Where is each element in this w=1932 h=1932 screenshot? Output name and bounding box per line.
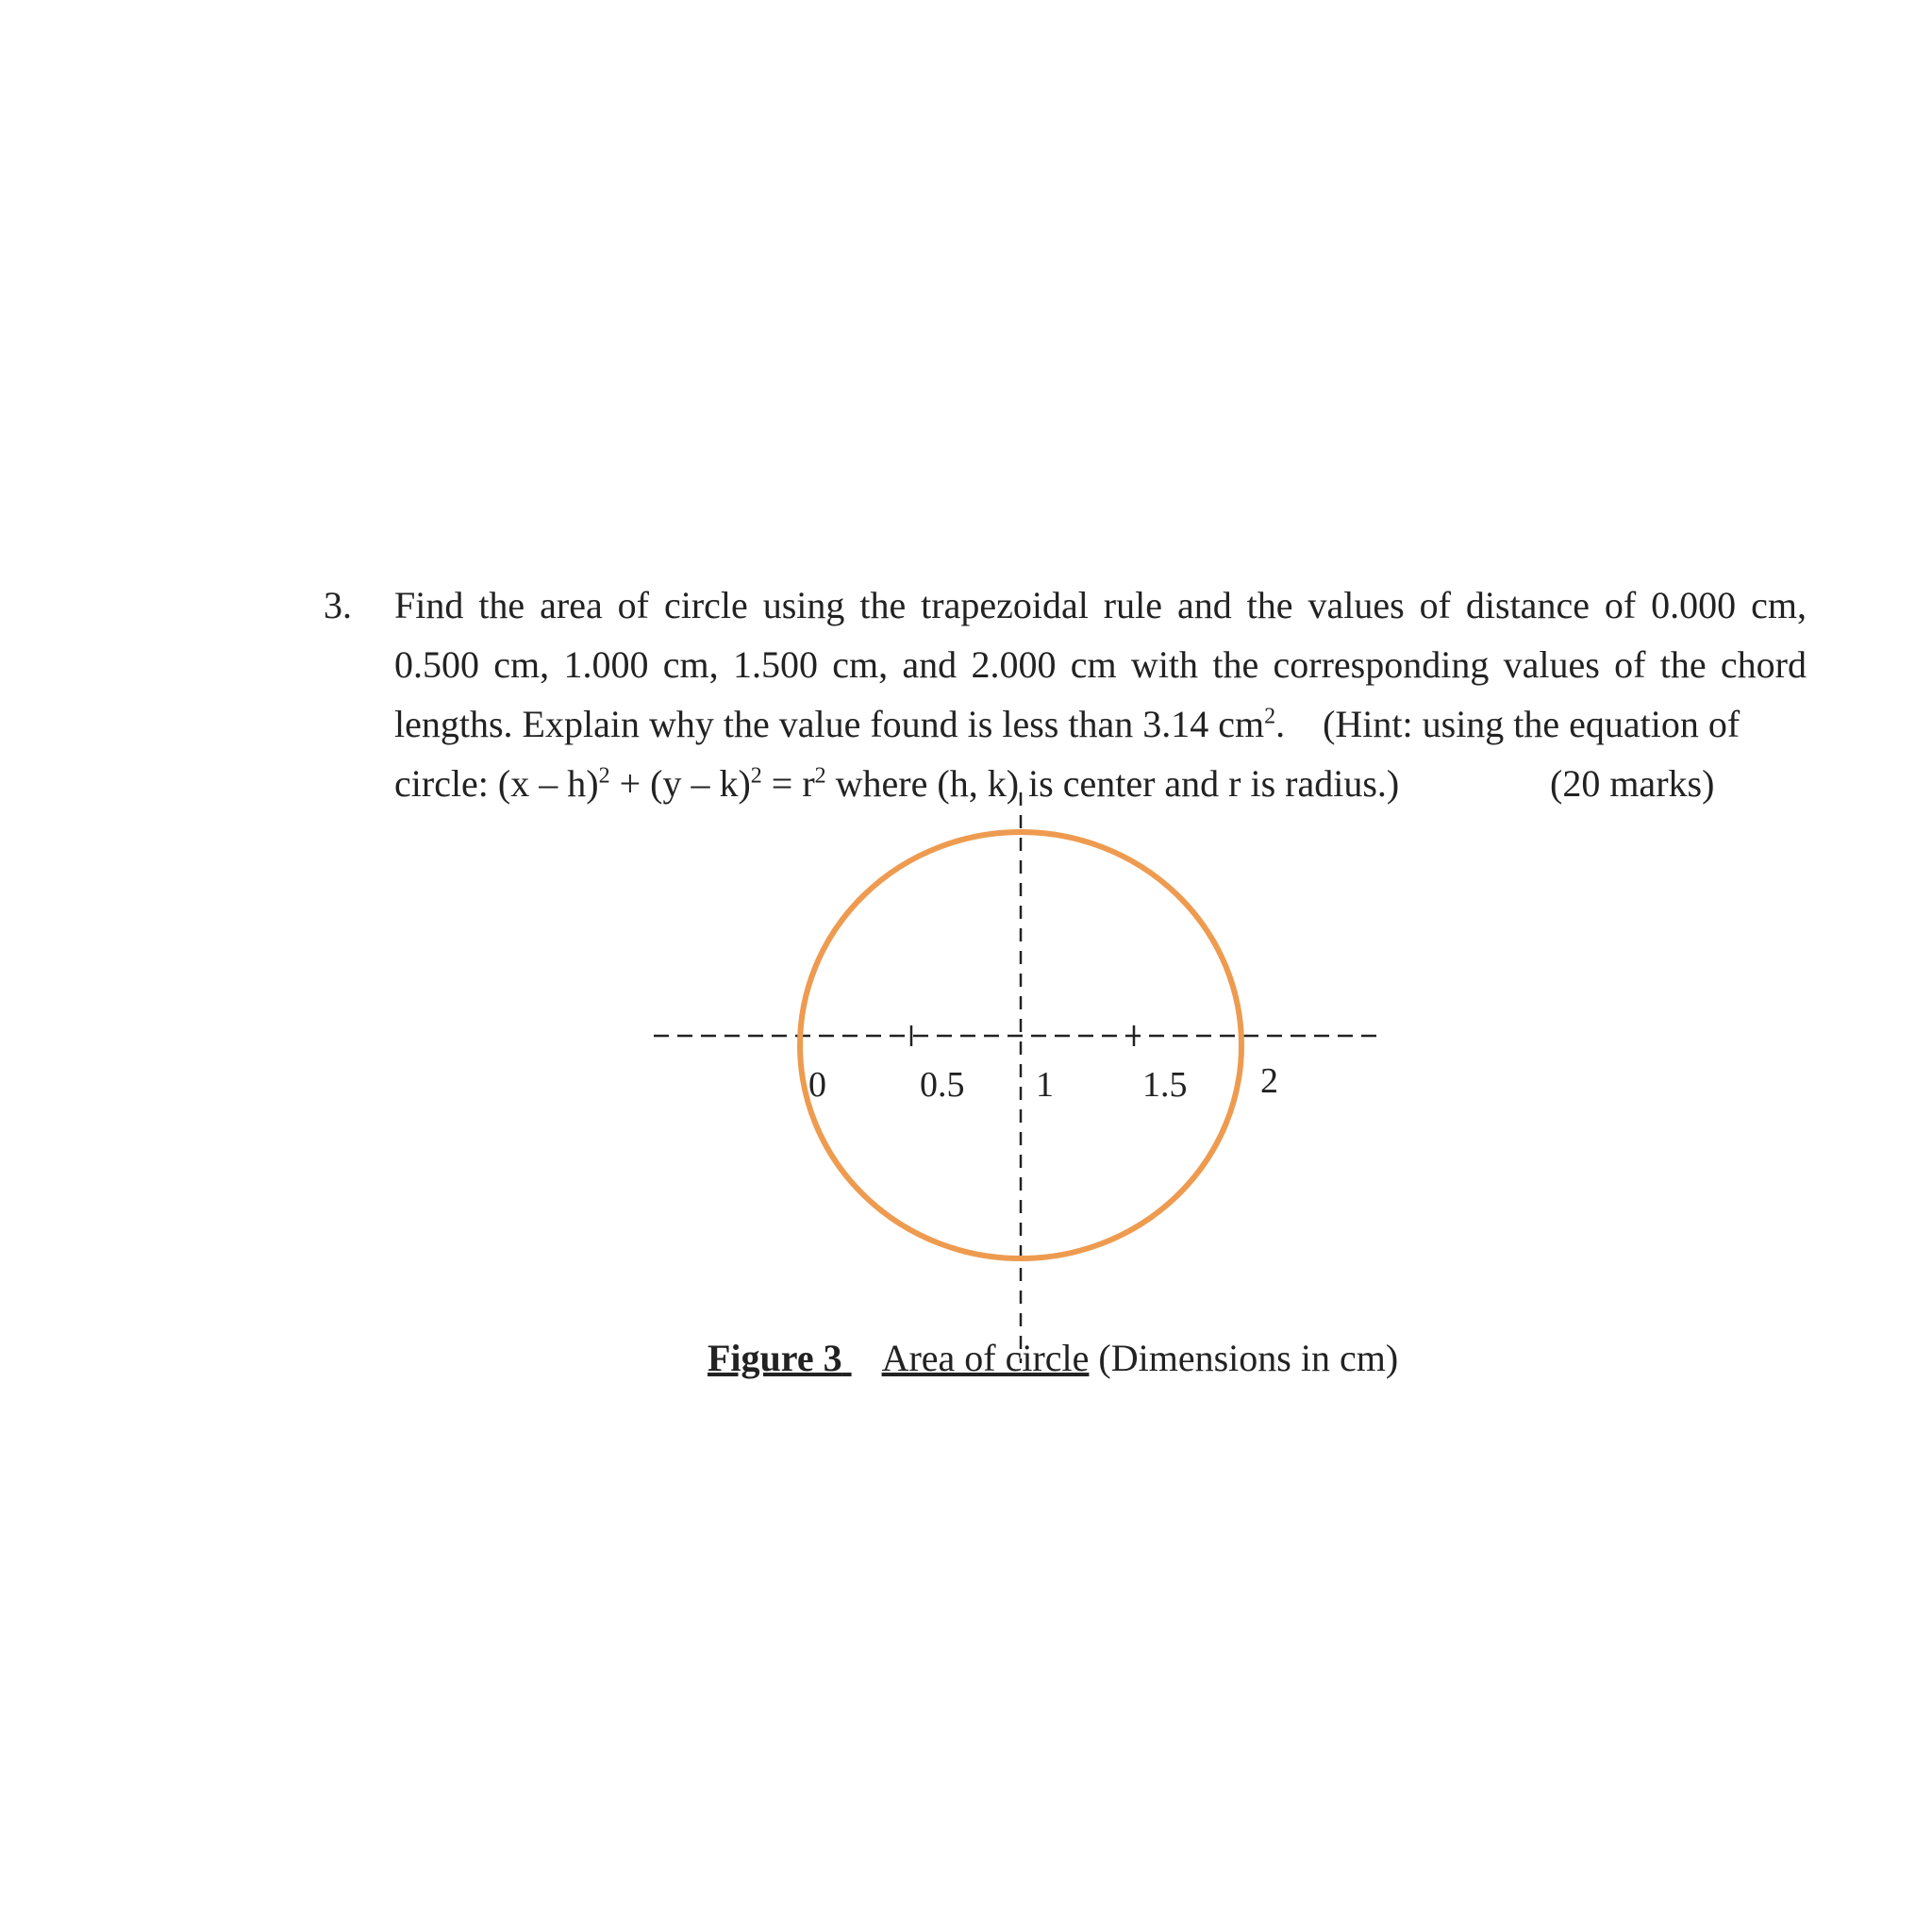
- figure-dimensions-note: (Dimensions in cm): [1089, 1337, 1399, 1379]
- question-line-3: [394, 694, 1809, 754]
- axis-label-0.5: 0.5: [920, 1065, 965, 1105]
- figure-number: Figure 3: [708, 1337, 842, 1379]
- circle: [800, 832, 1241, 1258]
- equation-part-2: + (y – k): [609, 762, 751, 805]
- caption-gap: [842, 1330, 882, 1387]
- question-line-4: [394, 754, 1809, 813]
- axis-label-1.5: 1.5: [1142, 1065, 1188, 1105]
- equation-part-4: where (h, k) is center and r is radius.): [825, 762, 1400, 805]
- equation-part-3: = r: [761, 762, 815, 805]
- axis-label-1: 1: [1036, 1065, 1054, 1105]
- question-line-3-text: lengths. Explain why the value found is less than 3.14 cm: [394, 703, 1265, 745]
- superscript: 2: [1264, 704, 1276, 729]
- superscript: 2: [598, 763, 610, 789]
- superscript: 2: [814, 763, 826, 789]
- question-text: [394, 575, 1809, 813]
- question-line-1: Find the area of circle using the trapezoidal rule and the values of distance of 0.000 cm,: [394, 584, 1807, 626]
- superscript: 2: [750, 763, 762, 789]
- equation-part-1: circle: (x – h): [394, 762, 599, 805]
- question-number: 3.: [324, 584, 352, 626]
- figure-title: Area of circle: [881, 1337, 1090, 1379]
- question-line-3-hint: . (Hint: using the equation of: [1275, 703, 1740, 745]
- question-block: [0, 564, 1932, 809]
- axis-label-0: 0: [808, 1065, 826, 1105]
- question-line-2: 0.500 cm, 1.000 cm, 1.500 cm, and 2.000 cm with the corresponding values of the chord: [394, 643, 1807, 686]
- marks-label: (20 marks): [1550, 762, 1715, 805]
- figure-caption: [708, 1330, 1398, 1387]
- axis-label-2: 2: [1260, 1061, 1278, 1101]
